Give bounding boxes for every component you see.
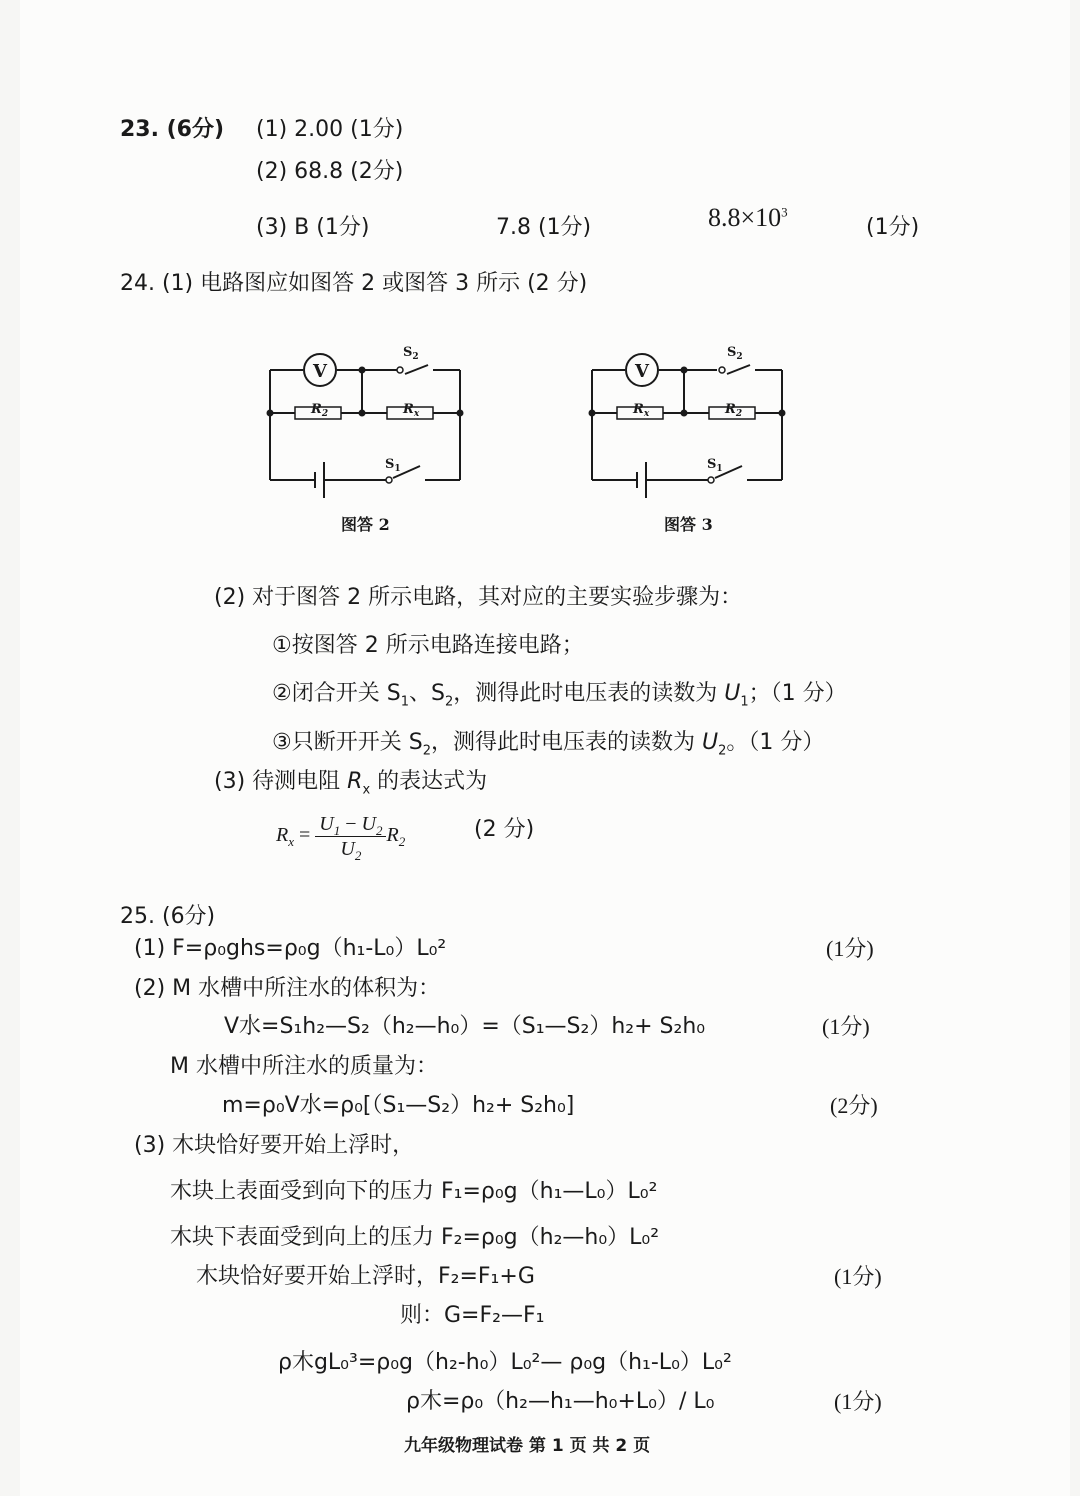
q25-part1: (1) F=ρ₀ghs=ρ₀g（h₁-L₀）L₀² [134,936,447,961]
svg-text:V: V [313,361,327,382]
q24-step1: ①按图答 2 所示电路连接电路； [272,633,584,658]
q23-part3-b: 7.8 (1分) [496,215,592,240]
svg-text:R2: $R_2$ [725,402,743,419]
q24-step3: ③只断开开关 $S_2$，测得此时电压表的读数为 $U_2$。（1 分） [272,730,825,759]
page-footer: 九年级物理试卷 第 1 页 共 2 页 [404,1436,651,1456]
q25-part3-line2: 木块下表面受到向上的压力 F₂=ρ₀g（h₂—h₀）L₀² [170,1225,660,1250]
q23-part1: (1) 2.00 (1分) [256,117,404,142]
svg-text:S2: $S_2$ [403,345,419,362]
svg-text:S1: $S_1$ [385,457,401,474]
q25-part3-line4: 则：G=F₂—F₁ [400,1303,545,1328]
q25-part2-heading: (2) M 水槽中所注水的体积为： [134,976,441,1001]
q24-part3-heading: (3) 待测电阻 $R_x$ 的表达式为 [214,769,488,798]
q23-part3-c: $8.8\times 10^3$ [708,203,788,232]
q25-part2-formula: V水=S₁h₂—S₂（h₂—h₀）=（S₁—S₂）h₂+ S₂h₀ [224,1014,706,1039]
q25-part3-line1: 木块上表面受到向下的压力 F₁=ρ₀g（h₁—L₀）L₀² [170,1179,658,1204]
q23-part2: (2) 68.8 (2分) [256,159,404,184]
q24-formula-score: (2 分) [474,817,535,842]
circuit-figure-2 [255,338,475,498]
q24-step2: ②闭合开关 $S_1$、$S_2$，测得此时电压表的读数为 $U_1$；（1 分） [272,681,847,710]
q23-part3-a: (3) B (1分) [256,215,370,240]
q25-heading: 25. (6分) [120,904,216,929]
svg-text:S1: $S_1$ [707,457,723,474]
q25-part3-line5: ρ木gL₀³=ρ₀g（h₂-h₀）L₀²— ρ₀g（h₁-L₀）L₀² [278,1350,732,1375]
q24-part2-heading: (2) 对于图答 2 所示电路，其对应的主要实验步骤为： [214,585,743,610]
q25-part3-line6: ρ木=ρ₀（h₂—h₁—h₀+L₀）/ L₀ [406,1389,715,1414]
q25-part3-heading: (3) 木块恰好要开始上浮时， [134,1133,415,1158]
figure-3-caption: 图答 3 [664,515,713,534]
circuit-figure-3 [577,338,797,498]
q25-part2-score: (1分) [822,1014,870,1039]
svg-text:V: V [635,361,649,382]
figure-2-caption: 图答 2 [341,515,390,534]
svg-text:Rx: $R_x$ [633,402,650,419]
svg-text:Rx: $R_x$ [403,402,420,419]
q25-part3-line6-score: (1分) [834,1389,882,1414]
q23-number: 23. (6分) [120,117,225,142]
q25-mass-formula: m=ρ₀V水=ρ₀[（S₁—S₂）h₂+ S₂h₀] [222,1093,575,1118]
q25-mass-heading: M 水槽中所注水的质量为： [170,1054,438,1079]
svg-text:R2: $R_2$ [311,402,329,419]
q24-formula: $R_x$ = $\frac{U_1 - U_2}{U_2}$ $R_2$ [276,813,406,863]
q25-part1-score: (1分) [826,936,874,961]
q25-mass-score: (2分) [830,1093,878,1118]
q25-part3-line3-score: (1分) [834,1264,882,1289]
q23-part3-c-score: (1分) [866,215,920,240]
svg-text:S2: $S_2$ [727,345,743,362]
q24-heading: 24. (1) 电路图应如图答 2 或图答 3 所示 (2 分) [120,271,588,296]
q25-part3-line3: 木块恰好要开始上浮时，F₂=F₁+G [196,1264,535,1289]
